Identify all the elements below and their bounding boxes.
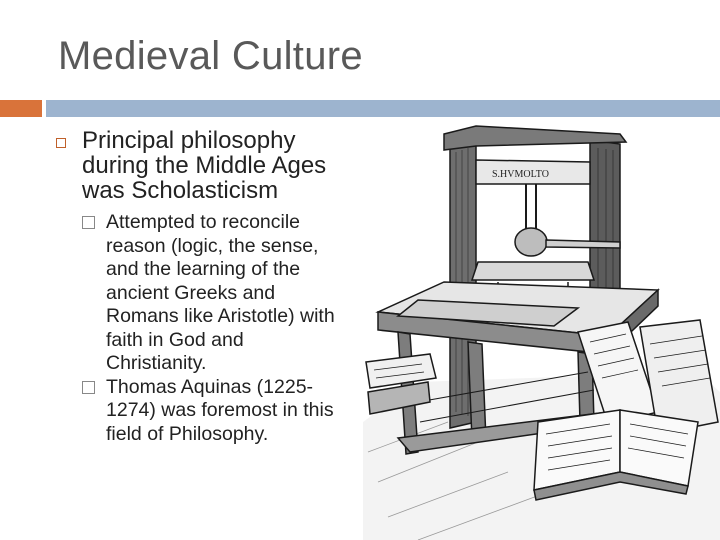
header-bar	[46, 100, 720, 117]
sub-bullet-text: Thomas Aquinas (1225-1274) was foremost in this field of Philosophy.	[106, 375, 334, 445]
sub-bullet-item	[82, 211, 346, 376]
accent-bar	[0, 100, 42, 117]
press-label: S.HVMOLTO	[492, 169, 549, 180]
sub-bullet-item	[82, 376, 346, 447]
checkbox-bullet-icon	[82, 381, 95, 394]
sub-bullet-text: Attempted to reconcile reason (logic, the sense, and the learning of the ancient Greeks and Romans like Aristotle) with faith in God and Christianity.	[106, 211, 335, 374]
checkbox-bullet-icon	[82, 216, 95, 229]
printing-press-illustration	[358, 122, 720, 540]
bullet-text: Principal philosophy during the Middle Ages was Scholasticism	[82, 127, 327, 204]
content-area	[56, 128, 346, 446]
square-bullet-icon	[56, 138, 66, 148]
slide-title: Medieval Culture	[58, 34, 363, 78]
bullet-item	[56, 128, 346, 203]
